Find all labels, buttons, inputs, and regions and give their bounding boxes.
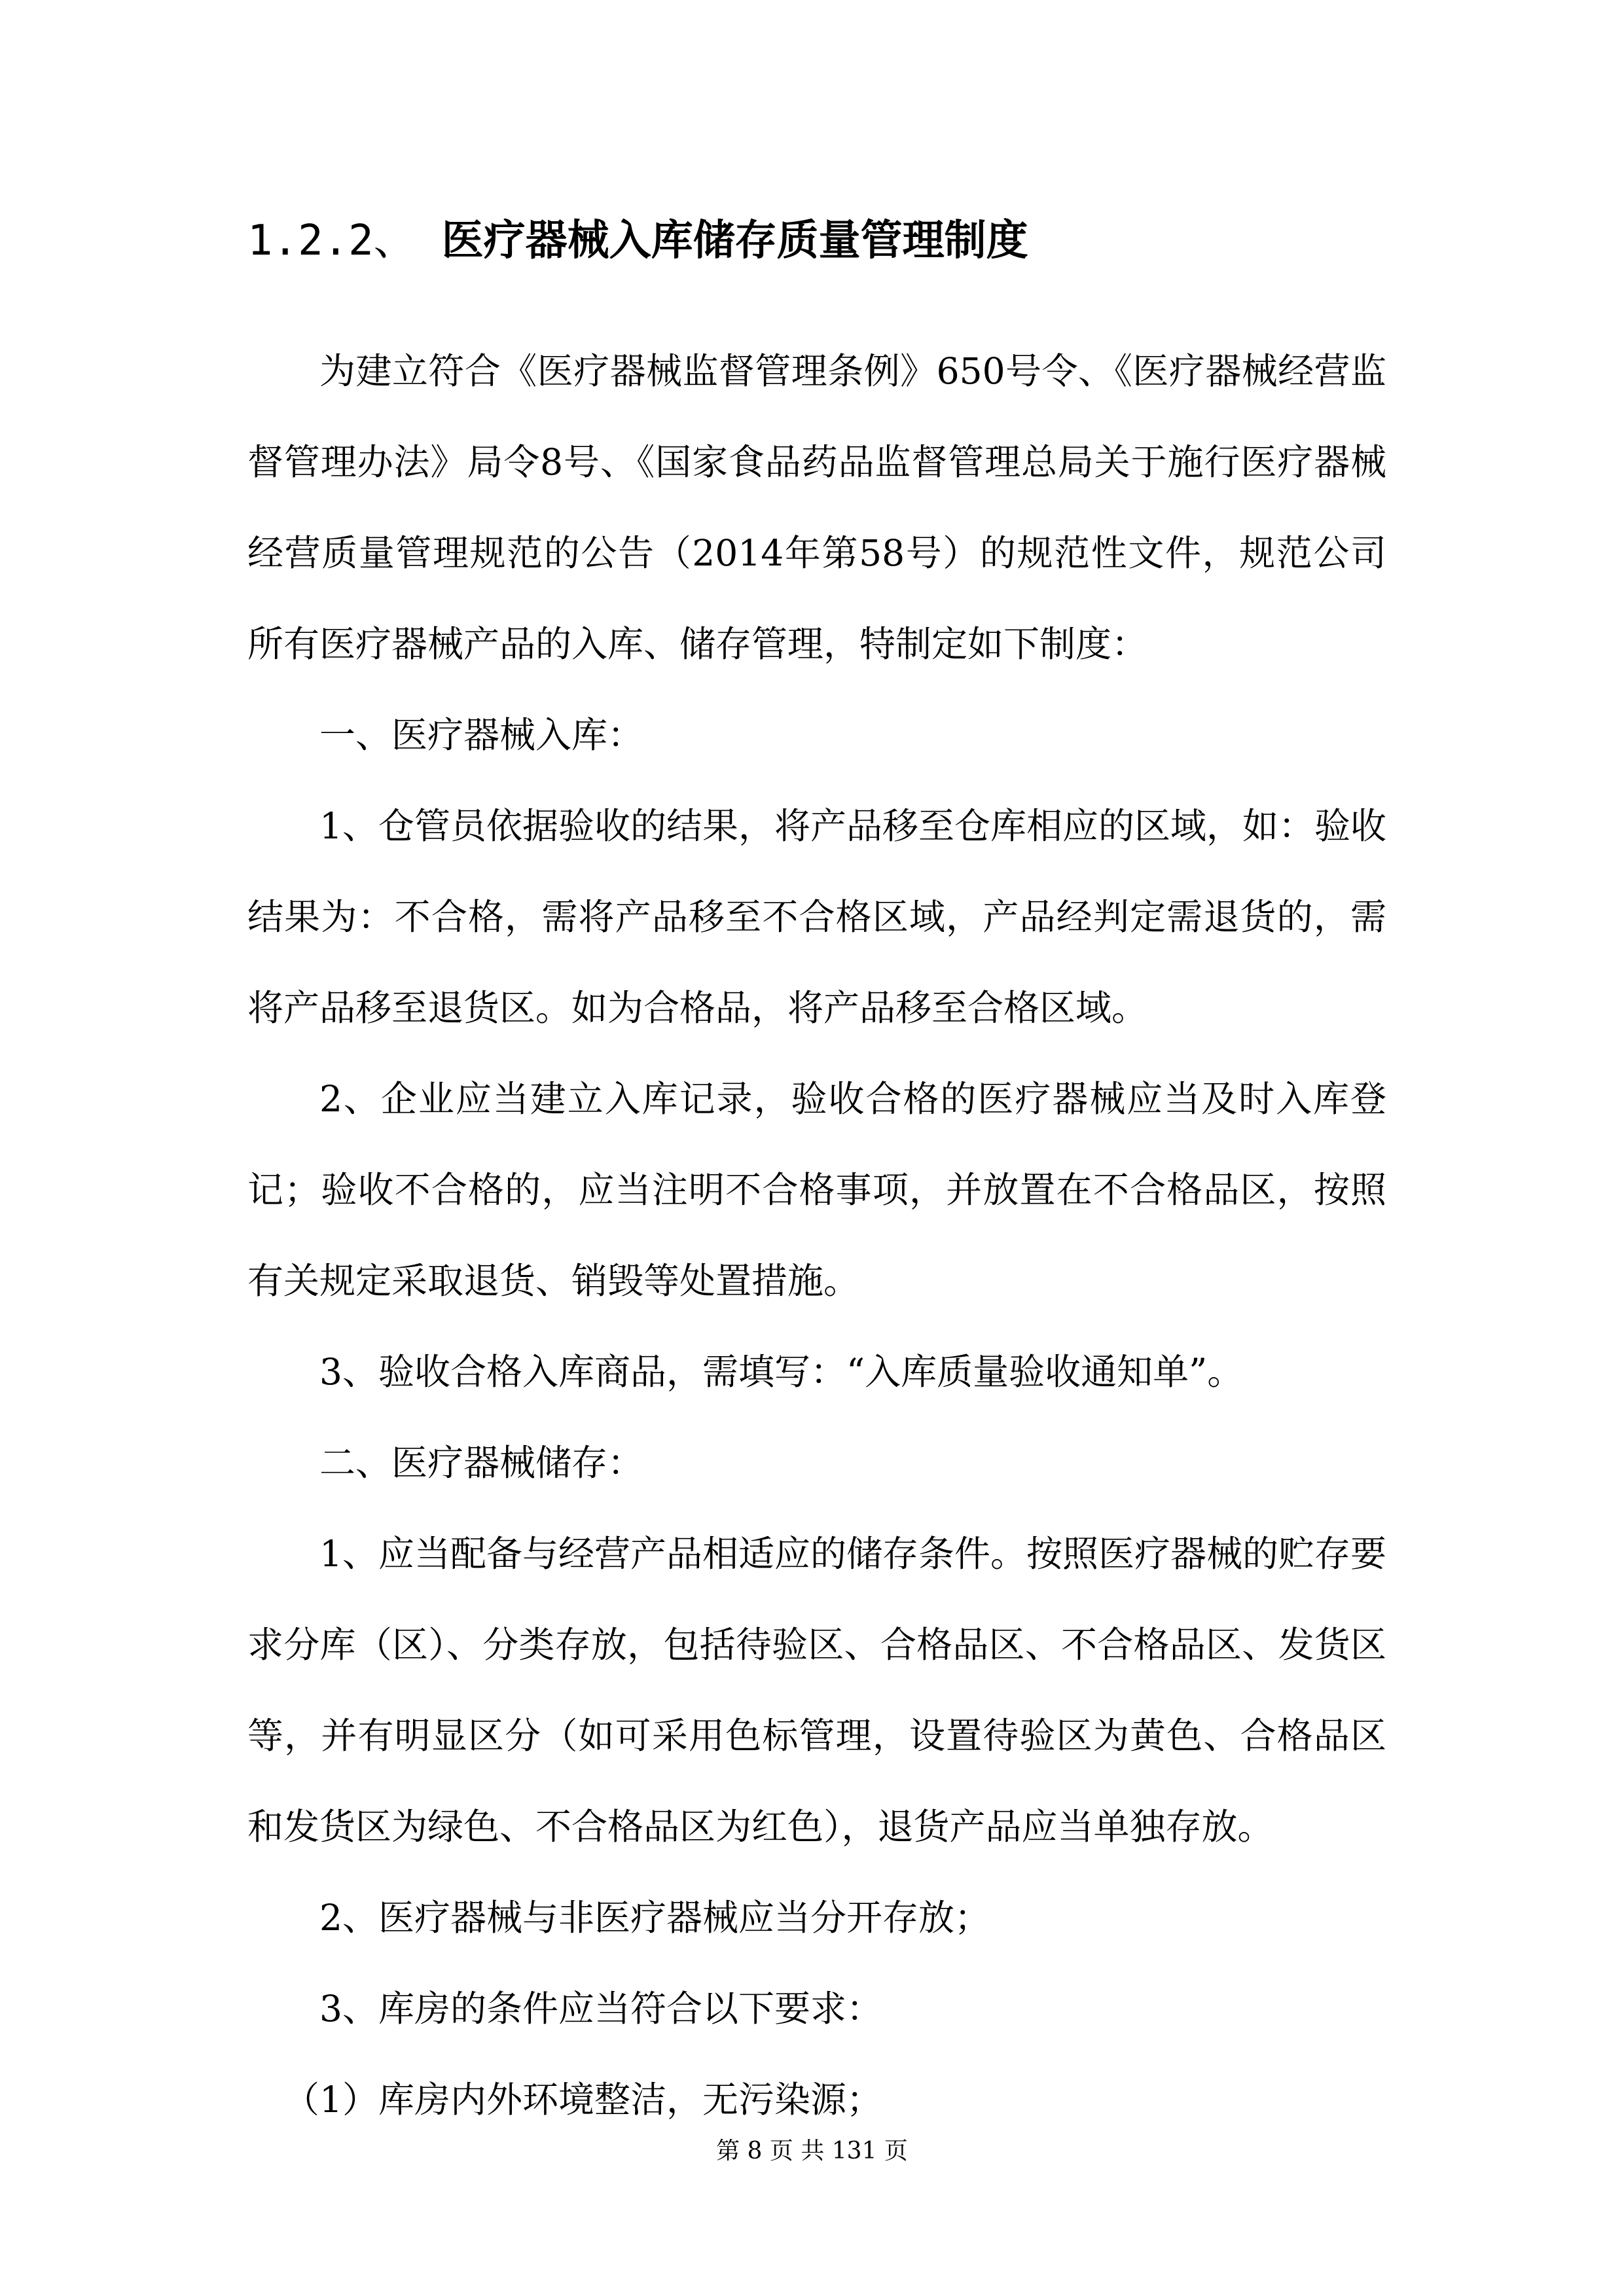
page-footer: 第 8 页 共 131 页 <box>716 2138 908 2164</box>
paragraph-storage-3-item-1: （1）库房内外环境整洁，无污染源； <box>283 2079 882 2121</box>
section-number: 1.2.2、 <box>247 217 416 265</box>
paragraph-storage-3: 3、库房的条件应当符合以下要求： <box>319 1988 882 2030</box>
subsection-heading-storage: 二、医疗器械储存： <box>319 1442 644 1484</box>
intro-paragraph: 为建立符合《医疗器械监督管理条例》650号令、《医疗器械经营监督管理办法》局令8号、《国家食品药品监督管理总局关于施行医疗器械经营质量管理规范的公告（2014年第58号）的规范性文件，规范公司所有医疗器械产品的入库、储存管理，特制定如下制度： <box>247 350 1386 665</box>
section-heading <box>247 208 1028 274</box>
paragraph-storage-2: 2、医疗器械与非医疗器械应当分开存放； <box>319 1897 990 1939</box>
paragraph-inbound-1: 1、仓管员依据验收的结果，将产品移至仓库相应的区域，如：验收结果为：不合格，需将产品移至不合格区域，产品经判定需退货的，需将产品移至退货区。如为合格品，将产品移至合格区域。 <box>247 805 1386 1029</box>
subsection-heading-inbound: 一、医疗器械入库： <box>319 714 644 756</box>
paragraph-inbound-3: 3、验收合格入库商品，需填写：“入库质量验收通知单”。 <box>319 1351 1244 1393</box>
document-body <box>247 326 1386 2145</box>
paragraph-inbound-2: 2、企业应当建立入库记录，验收合格的医疗器械应当及时入库登记；验收不合格的，应当注明不合格事项，并放置在不合格品区，按照有关规定采取退货、销毁等处置措施。 <box>247 1078 1386 1302</box>
section-title: 医疗器械入库储存质量管理制度 <box>441 216 1028 265</box>
paragraph-storage-1: 1、应当配备与经营产品相适应的储存条件。按照医疗器械的贮存要求分库（区）、分类存放，包括待验区、合格品区、不合格品区、发货区等，并有明显区分（如可采用色标管理，设置待验区为黄色、合格品区和发货区为绿色、不合格品区为红色），退货产品应当单独存放。 <box>247 1533 1386 1848</box>
